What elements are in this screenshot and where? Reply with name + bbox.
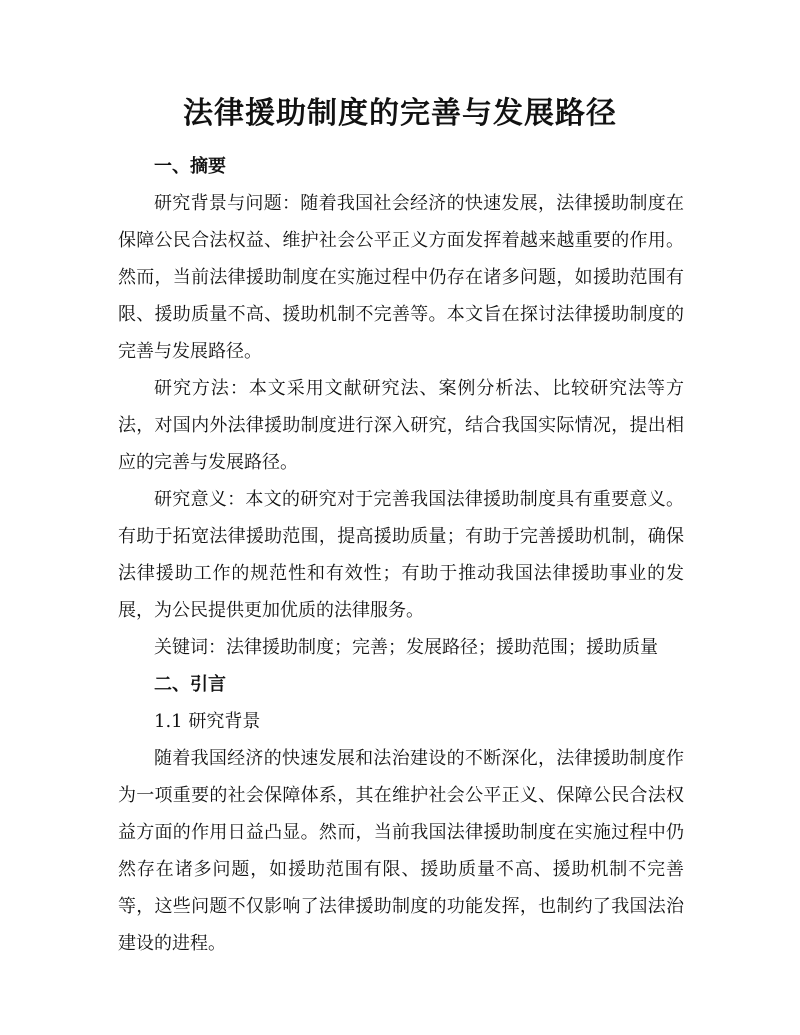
paragraph-keywords: 关键词：法律援助制度；完善；发展路径；援助范围；援助质量 xyxy=(154,637,658,658)
section-heading-abstract: 一、摘要 xyxy=(154,156,226,177)
document-title: 法律援助制度的完善与发展路径 xyxy=(183,96,617,131)
section-heading-introduction: 二、引言 xyxy=(154,674,226,695)
subsection-heading-research-background: 1.1 研究背景 xyxy=(154,711,261,732)
paragraph-methods: 研究方法：本文采用文献研究法、案例分析法、比较研究法等方法，对国内外法律援助制度进行深入研究，结合我国实际情况，提出相应的完善与发展路径。 xyxy=(118,378,684,473)
paragraph-introduction-background: 随着我国经济的快速发展和法治建设的不断深化，法律援助制度作为一项重要的社会保障体系，其在维护社会公平正义、保障公民合法权益方面的作用日益凸显。然而，当前我国法律援助制度在实施过程中仍然存在诸多问题，如援助范围有限、援助质量不高、援助机制不完善等，这些问题不仅影响了法律援助制度的功能发挥，也制约了我国法治建设的进程。 xyxy=(118,748,684,954)
document-body xyxy=(118,148,684,962)
paragraph-background: 研究背景与问题：随着我国社会经济的快速发展，法律援助制度在保障公民合法权益、维护社会公平正义方面发挥着越来越重要的作用。然而，当前法律援助制度在实施过程中仍存在诸多问题，如援助范围有限、援助质量不高、援助机制不完善等。本文旨在探讨法律援助制度的完善与发展路径。 xyxy=(118,193,684,362)
paragraph-significance: 研究意义：本文的研究对于完善我国法律援助制度具有重要意义。有助于拓宽法律援助范围，提高援助质量；有助于完善援助机制，确保法律援助工作的规范性和有效性；有助于推动我国法律援助事业的发展，为公民提供更加优质的法律服务。 xyxy=(118,489,684,621)
